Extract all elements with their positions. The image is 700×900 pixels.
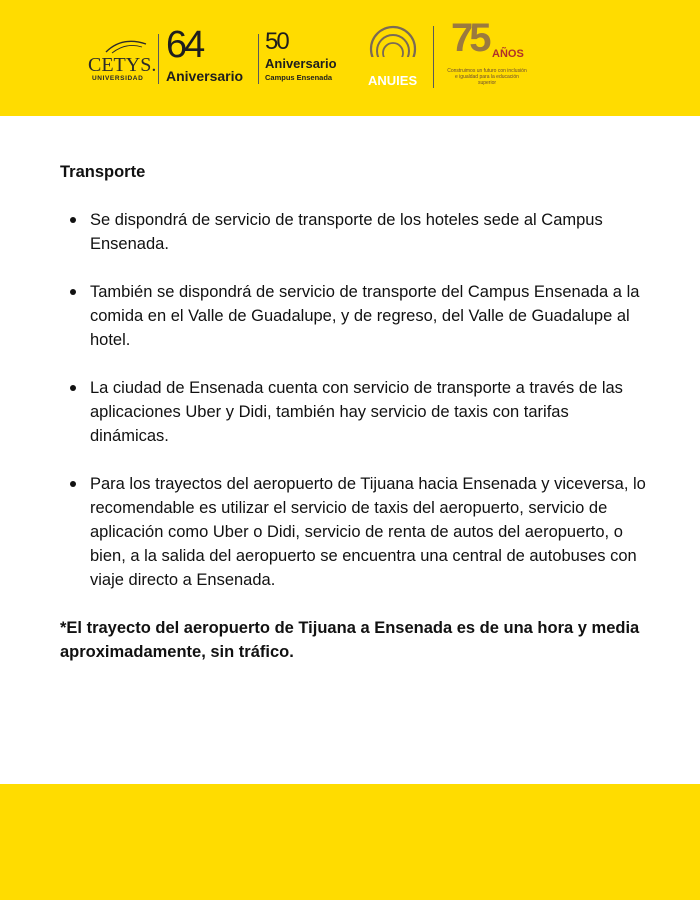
aniversario-50-label: Aniversario <box>265 56 337 71</box>
list-item <box>60 376 650 448</box>
cetys-logo <box>88 38 157 84</box>
list-item-text: Para los trayectos del aeropuerto de Tijuana hacia Ensenada y viceversa, lo recomendable es utilizar el servicio de taxis del aeropuerto, servicio de aplicación como Uber o Didi, servicio de renta de autos del aeropuerto, o bien, a la salida del aeropuerto se encuentra una central de autobuses con viaje directo a Ensenada. <box>90 475 646 589</box>
logo-divider <box>158 34 159 84</box>
logo-divider <box>258 34 259 84</box>
anos-75-tagline: Construimos un futuro con inclusión e igualdad para la educación superior <box>447 68 527 86</box>
list-item-text: Se dispondrá de servicio de transporte de los hoteles sede al Campus Ensenada. <box>90 211 603 253</box>
list-item-text: También se dispondrá de servicio de transporte del Campus Ensenada a la comida en el Valle de Guadalupe, y de regreso, del Valle de Guadalupe al hotel. <box>90 283 640 349</box>
cetys-name: CETYS. <box>88 54 157 76</box>
aniversario-50-number: 50 <box>265 28 288 55</box>
aniversario-64-number: 64 <box>166 24 203 66</box>
section-title: Transporte <box>60 163 146 181</box>
list-item-text: La ciudad de Ensenada cuenta con servicio de transporte a través de las aplicaciones Uber y Didi, también hay servicio de taxis con tarifas dinámicas. <box>90 379 623 445</box>
cetys-subtitle: UNIVERSIDAD <box>92 75 144 82</box>
anuies-logo <box>367 24 419 90</box>
anuies-name: ANUIES <box>368 73 418 88</box>
anos-75-logo <box>446 16 527 90</box>
travel-time-note: *El trayecto del aeropuerto de Tijuana a Ensenada es de una hora y media aproximadamente, sin tráfico. <box>60 619 640 661</box>
cetys-arc-icon <box>102 38 148 54</box>
list-item <box>60 280 650 352</box>
bullet-list <box>60 208 650 592</box>
bullet-icon <box>70 385 76 391</box>
anuies-circles-icon <box>367 24 419 74</box>
aniversario-50-logo <box>265 28 349 82</box>
aniversario-50-subtitle: Campus Ensenada <box>265 73 333 82</box>
bullet-icon <box>70 289 76 295</box>
footer-band <box>0 784 700 900</box>
list-item <box>60 208 650 256</box>
logo-divider <box>433 26 434 88</box>
aniversario-64-label: Aniversario <box>166 68 244 84</box>
aniversario-64-logo <box>166 24 256 84</box>
bullet-icon <box>70 481 76 487</box>
list-item <box>60 472 650 592</box>
header-band <box>0 0 700 116</box>
bullet-icon <box>70 217 76 223</box>
anos-75-number: 75 <box>451 16 488 60</box>
main-content <box>60 160 650 664</box>
anos-75-label: AÑOS <box>492 48 524 60</box>
